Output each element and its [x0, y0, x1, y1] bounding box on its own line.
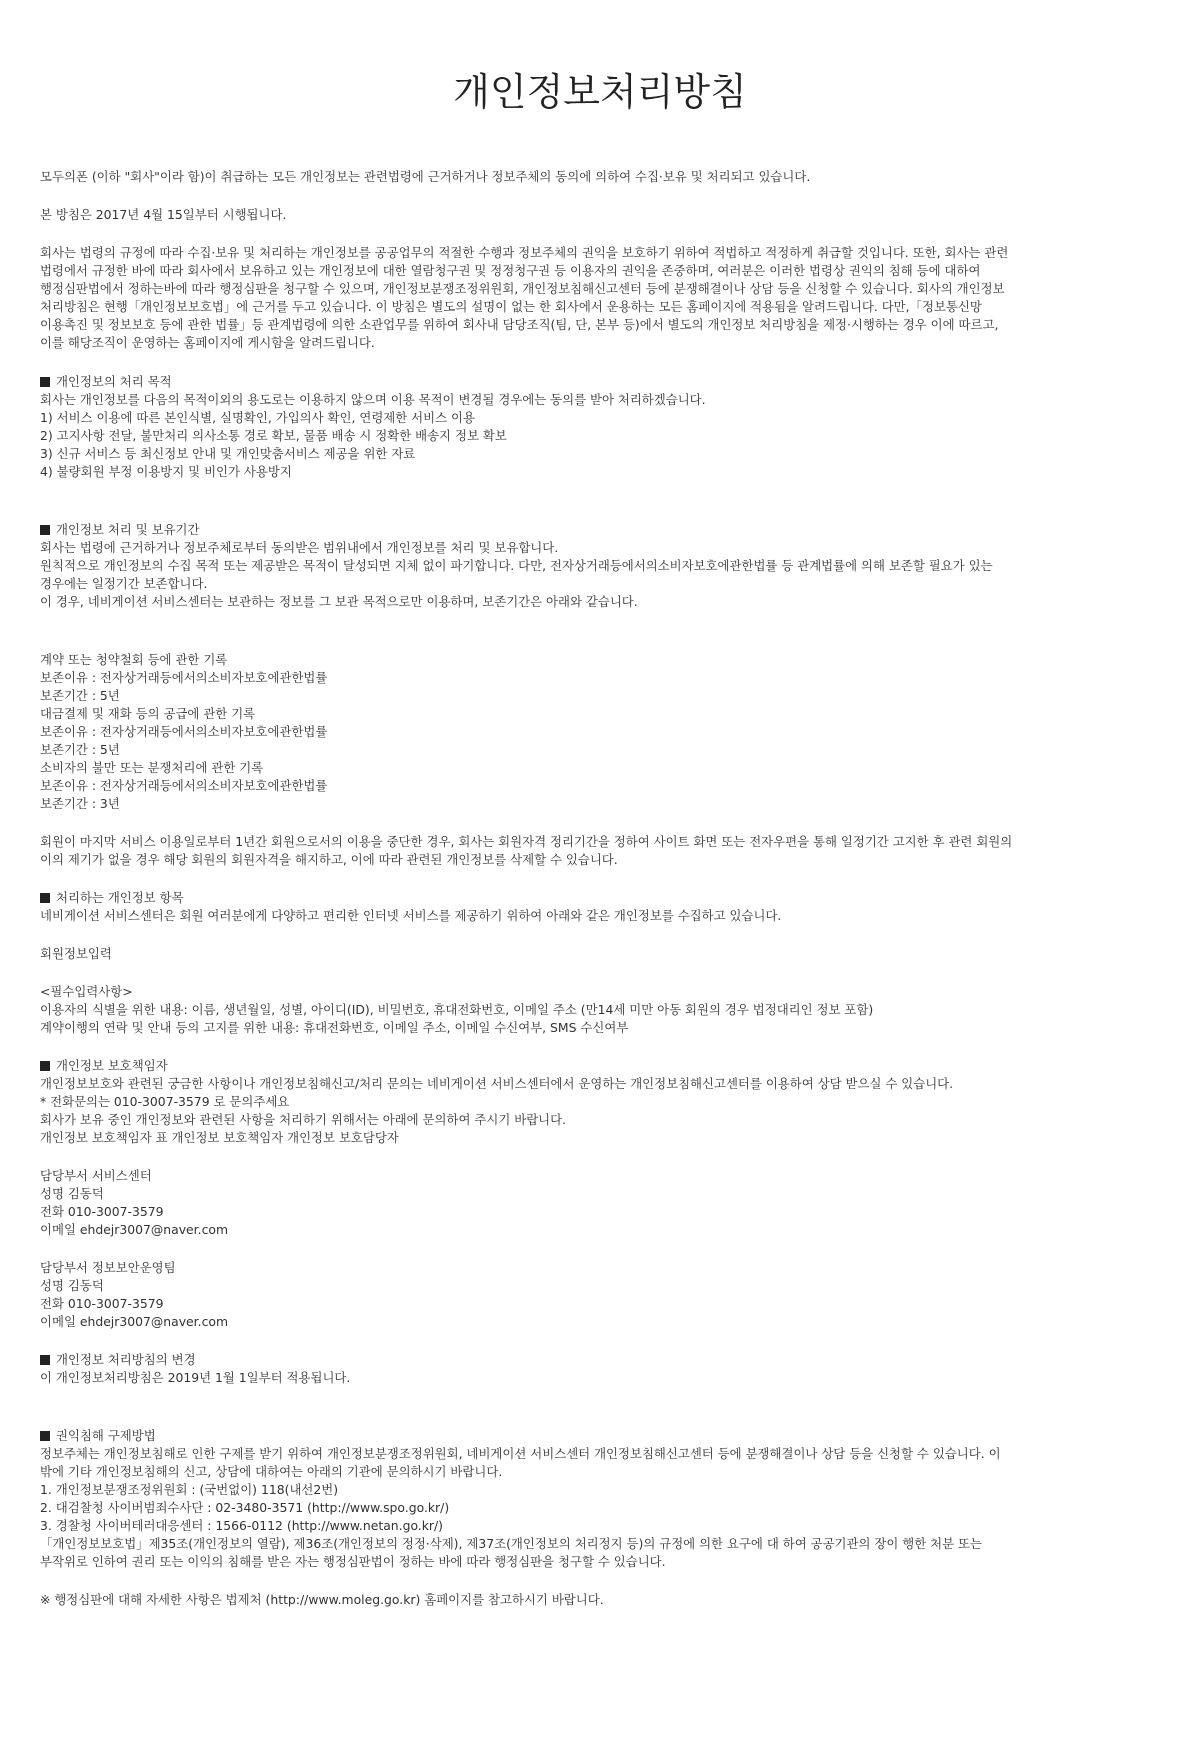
body-text-line: <필수입력사항>	[40, 984, 133, 999]
body-text-line: 담당부서 서비스센터	[40, 1168, 152, 1183]
body-text-line: 회원이 마지막 서비스 이용일로부터 1년간 회원으로서의 이용을 중단한 경우, 회사는 회원자격 정리기간을 정하여 사이트 화면 또는 전자우편을 통해 일정기간 고지한 후 관련 회원의	[40, 834, 1013, 849]
body-text-line: 보존기간 : 5년	[40, 688, 120, 703]
body-text-line: 보존이유 : 전자상거래등에서의소비자보호에관한법률	[40, 670, 328, 685]
body-text-line: 「개인정보보호법」제35조(개인정보의 열람), 제36조(개인정보의 정정·삭제), 제37조(개인정보의 처리정지 등)의 규정에 의한 요구에 대 하여 공공기관의 장이 행한 처분 또는	[40, 1536, 982, 1551]
section-heading-text: 개인정보 처리방침의 변경	[56, 1352, 196, 1367]
section-heading	[40, 373, 1160, 391]
section-heading	[40, 1057, 1160, 1075]
body-text-line: 정보주체는 개인정보침해로 인한 구제를 받기 위하여 개인정보분쟁조정위원회, 네비게이션 서비스센터 개인정보침해신고센터 등에 분쟁해결이나 상담 등을 신청할 수 있습니다. 이	[40, 1446, 1001, 1461]
body-text-line: 소비자의 불만 또는 분쟁처리에 관한 기록	[40, 760, 264, 775]
body-text-line: 2) 고지사항 전달, 불만처리 의사소통 경로 확보, 물품 배송 시 정확한 배송지 정보 확보	[40, 428, 507, 443]
body-text-line: 부작위로 인하여 권리 또는 이익의 침해를 받은 자는 행정심판법이 정하는 바에 따라 행정심판을 청구할 수 있습니다.	[40, 1554, 666, 1569]
section-heading-text: 개인정보 보호책임자	[56, 1058, 168, 1073]
body-text-line: 보존이유 : 전자상거래등에서의소비자보호에관한법률	[40, 724, 328, 739]
body-text-line: 이용자의 식별을 위한 내용: 이름, 생년월일, 성별, 아이디(ID), 비밀번호, 휴대전화번호, 이메일 주소 (만14세 미만 아동 회원의 경우 법정대리인 정보 포함)	[40, 1002, 874, 1017]
body-text-line: 계약이행의 연락 및 안내 등의 고지를 위한 내용: 휴대전화번호, 이메일 주소, 이메일 수신여부, SMS 수신여부	[40, 1020, 629, 1035]
body-text-line: 이의 제기가 없을 경우 해당 회원의 회원자격을 해지하고, 이에 따라 관련된 개인정보를 삭제할 수 있습니다.	[40, 852, 618, 867]
section-heading	[40, 889, 1160, 907]
square-bullet-icon	[40, 1355, 50, 1365]
body-text-line: 4) 불량회원 부정 이용방지 및 비인가 사용방지	[40, 464, 292, 479]
body-text-line: 회사는 개인정보를 다음의 목적이외의 용도로는 이용하지 않으며 이용 목적이 변경될 경우에는 동의를 받아 처리하겠습니다.	[40, 392, 706, 407]
body-text-line: 처리방침은 현행「개인정보보호법」에 근거를 두고 있습니다. 이 방침은 별도의 설명이 없는 한 회사에서 운용하는 모든 홈페이지에 적용됨을 알려드립니다. 다만,「정보통신망	[40, 299, 982, 314]
body-text-line: 네비게이션 서비스센터은 회원 여러분에게 다양하고 편리한 인터넷 서비스를 제공하기 위하여 아래와 같은 개인정보를 수집하고 있습니다.	[40, 908, 782, 923]
body-text-line: * 전화문의는 010-3007-3579 로 문의주세요	[40, 1094, 290, 1109]
body-text-line: 보존이유 : 전자상거래등에서의소비자보호에관한법률	[40, 778, 328, 793]
section-heading-text: 개인정보의 처리 목적	[56, 374, 172, 389]
body-text-line: 회사가 보유 중인 개인정보와 관련된 사항을 처리하기 위해서는 아래에 문의하여 주시기 바랍니다.	[40, 1112, 567, 1127]
body-text-line: 이메일 ehdejr3007@naver.com	[40, 1222, 229, 1237]
section-heading	[40, 1427, 1160, 1445]
body-text-line: 모두의폰 (이하 "회사"이라 함)이 취급하는 모든 개인정보는 관련법령에 근거하거나 정보주체의 동의에 의하여 수집·보유 및 처리되고 있습니다.	[40, 169, 811, 184]
body-text-line: 2. 대검찰청 사이버범죄수사단 : 02-3480-3571 (http://www.spo.go.kr/)	[40, 1500, 450, 1515]
section-heading	[40, 1351, 1160, 1369]
body-text-line: 회사는 법령에 근거하거나 정보주체로부터 동의받은 범위내에서 개인정보를 처리 및 보유합니다.	[40, 540, 559, 555]
body-text-line: 본 방침은 2017년 4월 15일부터 시행됩니다.	[40, 207, 287, 222]
body-text-line: 개인정보보호와 관련된 궁금한 사항이나 개인정보침해신고/처리 문의는 네비게이션 서비스센터에서 운영하는 개인정보침해신고센터를 이용하여 상담 받으실 수 있습니다.	[40, 1076, 954, 1091]
body-text-line: 3) 신규 서비스 등 최신정보 안내 및 개인맞춤서비스 제공을 위한 자료	[40, 446, 416, 461]
body-text-line: 계약 또는 청약철회 등에 관한 기록	[40, 652, 228, 667]
page-title: 개인정보처리방침	[453, 70, 747, 114]
body-text-line: 이 경우, 네비게이션 서비스센터는 보관하는 정보를 그 보관 목적으로만 이용하며, 보존기간은 아래와 같습니다.	[40, 594, 638, 609]
body-text-line: 3. 경찰청 사이버테러대응센터 : 1566-0112 (http://www.netan.go.kr/)	[40, 1518, 444, 1533]
body-text-line: 경우에는 일정기간 보존합니다.	[40, 576, 208, 591]
square-bullet-icon	[40, 893, 50, 903]
body-text-line: 행정심판법에서 정하는바에 따라 행정심판을 청구할 수 있으며, 개인정보분쟁조정위원회, 개인정보침해신고센터 등에 분쟁해결이나 상담 등을 신청할 수 있습니다. 회사의 개인정보	[40, 281, 1005, 296]
body-text-line: 1. 개인정보분쟁조정위원회 : (국번없이) 118(내선2번)	[40, 1482, 339, 1497]
body-text-line: 밖에 기타 개인정보침해의 신고, 상담에 대하여는 아래의 기관에 문의하시기 바랍니다.	[40, 1464, 503, 1479]
body-text-line: ※ 행정심판에 대해 자세한 사항은 법제처 (http://www.moleg.go.kr) 홈페이지를 참고하시기 바랍니다.	[40, 1592, 604, 1607]
body-text-line: 이 개인정보처리방침은 2019년 1월 1일부터 적용됩니다.	[40, 1370, 351, 1385]
body-text-line: 회원정보입력	[40, 946, 112, 961]
body-text-line: 성명 김동덕	[40, 1186, 104, 1201]
square-bullet-icon	[40, 1431, 50, 1441]
square-bullet-icon	[40, 525, 50, 535]
section-heading-text: 권익침해 구제방법	[56, 1428, 156, 1443]
body-text-line: 전화 010-3007-3579	[40, 1204, 164, 1219]
body-text-line: 이용촉진 및 정보보호 등에 관한 법률」등 관계법령에 의한 소관업무를 위하여 회사내 담당조직(팀, 단, 본부 등)에서 별도의 개인정보 처리방침을 제정·시행하는 경우 이에 따르고,	[40, 317, 999, 332]
body-text-line: 개인정보 보호책임자 표 개인정보 보호책임자 개인정보 보호담당자	[40, 1130, 399, 1145]
body-text-line: 이메일 ehdejr3007@naver.com	[40, 1314, 229, 1329]
body-text-line: 보존기간 : 3년	[40, 796, 120, 811]
section-heading-text: 개인정보 처리 및 보유기간	[56, 522, 200, 537]
body-text-line: 원칙적으로 개인정보의 수집 목적 또는 제공받은 목적이 달성되면 지체 없이 파기합니다. 다만, 전자상거래등에서의소비자보호에관한법률 등 관계법률에 의해 보존할 필요가 있는	[40, 558, 993, 573]
body-text-line: 대금결제 및 재화 등의 공급에 관한 기록	[40, 706, 256, 721]
body-text-line: 보존기간 : 5년	[40, 742, 120, 757]
body-text-line: 법령에서 규정한 바에 따라 회사에서 보유하고 있는 개인정보에 대한 열람청구권 및 정정청구권 등 이용자의 권익을 존중하며, 여러분은 이러한 법령상 권익의 침해 등에 대하여	[40, 263, 981, 278]
body-text-line: 성명 김동덕	[40, 1278, 104, 1293]
body-text-line: 1) 서비스 이용에 따른 본인식별, 실명확인, 가입의사 확인, 연령제한 서비스 이용	[40, 410, 475, 425]
body-text-line: 회사는 법령의 규정에 따라 수집·보유 및 처리하는 개인정보를 공공업무의 적절한 수행과 정보주체의 권익을 보호하기 위하여 적법하고 적정하게 취급할 것입니다. 또한, 회사는 관련	[40, 245, 1009, 260]
square-bullet-icon	[40, 1061, 50, 1071]
body-text-line: 전화 010-3007-3579	[40, 1296, 164, 1311]
section-heading-text: 처리하는 개인정보 항목	[56, 890, 184, 905]
body-text-line: 담당부서 정보보안운영팀	[40, 1260, 176, 1275]
section-heading	[40, 521, 1160, 539]
body-text-line: 이를 해당조직이 운영하는 홈페이지에 게시함을 알려드립니다.	[40, 335, 375, 350]
square-bullet-icon	[40, 377, 50, 387]
